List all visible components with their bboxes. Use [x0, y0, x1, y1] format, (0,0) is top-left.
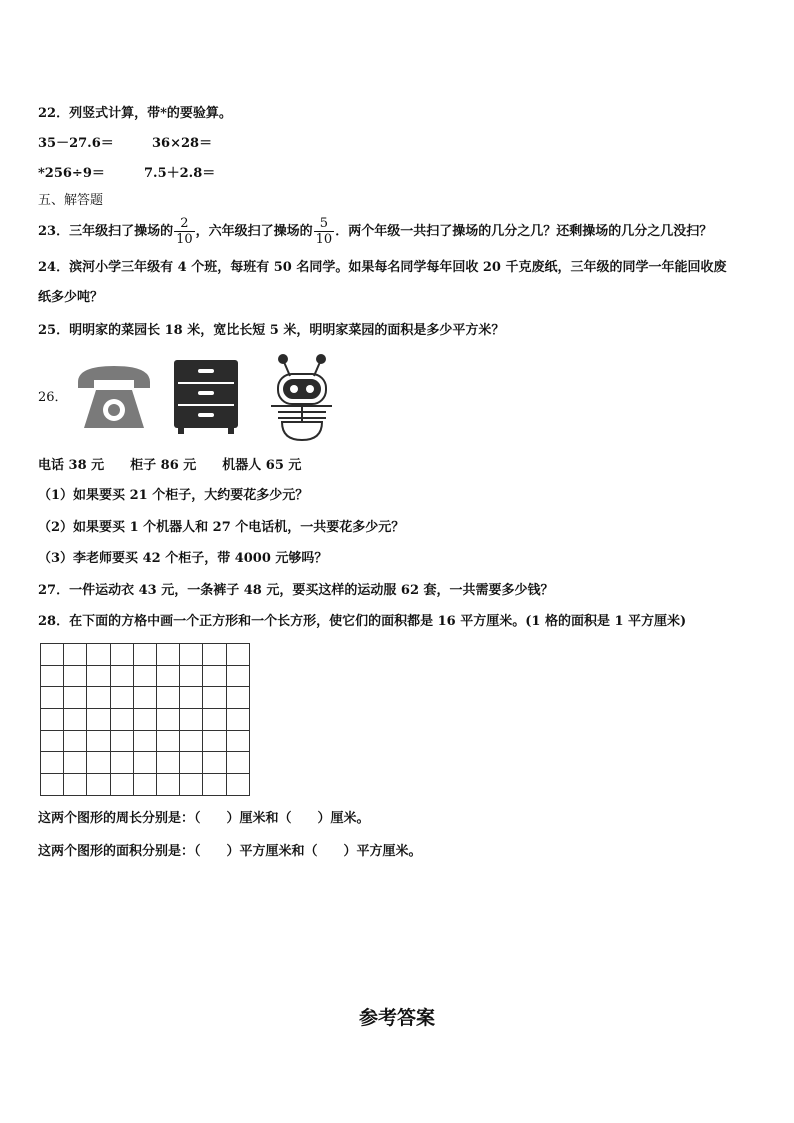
q27: 27．一件运动衣 43 元，一条裤子 48 元，要买这样的运动服 62 套，一共需要多少钱？: [38, 583, 554, 598]
grid-cell[interactable]: [87, 709, 110, 731]
grid-cell[interactable]: [110, 730, 133, 752]
q26-prices: 电话 38 元 柜子 86 元 机器人 65 元: [38, 458, 302, 473]
grid-cell[interactable]: [180, 709, 203, 731]
fraction-1-denominator: 10: [176, 232, 193, 247]
fraction-2-denominator: 10: [315, 232, 333, 247]
grid-cell[interactable]: [226, 730, 249, 752]
grid-cell[interactable]: [156, 730, 179, 752]
grid-cell[interactable]: [110, 752, 133, 774]
q26-sub-2: （2）如果要买 1 个机器人和 27 个电话机，一共要花多少元？: [38, 520, 405, 535]
grid-cell[interactable]: [87, 644, 110, 666]
grid-cell[interactable]: [64, 730, 87, 752]
grid-cell[interactable]: [203, 730, 226, 752]
grid-cell[interactable]: [226, 687, 249, 709]
grid-cell[interactable]: [133, 644, 156, 666]
grid-cell[interactable]: [156, 687, 179, 709]
answer-title: 参考答案: [358, 1007, 435, 1029]
fraction-2-numerator: 5: [314, 216, 335, 232]
section-heading: 五、解答题: [38, 193, 104, 208]
grid-cell[interactable]: [133, 665, 156, 687]
grid-cell[interactable]: [226, 709, 249, 731]
q22-title: 22．列竖式计算，带*的要验算。: [38, 106, 232, 121]
fraction-1: [174, 216, 195, 247]
q26-sub-1: （1）如果要买 21 个柜子，大约要花多少元？: [38, 488, 309, 503]
grid-cell[interactable]: [110, 687, 133, 709]
grid-cell[interactable]: [156, 709, 179, 731]
fraction-2: [314, 216, 335, 247]
grid-row: [41, 730, 250, 752]
grid-cell[interactable]: [226, 644, 249, 666]
q24-line-1: 24．滨河小学三年级有 4 个班，每班有 50 名同学。如果每名同学每年回收 20 千克废纸，三年级的同学一年能回收废: [38, 260, 727, 275]
grid-cell[interactable]: [110, 644, 133, 666]
grid-cell[interactable]: [203, 687, 226, 709]
grid-cell[interactable]: [87, 665, 110, 687]
grid-cell[interactable]: [180, 730, 203, 752]
telephone-icon: [78, 366, 150, 428]
q23-part1: 23．三年级扫了操场的: [38, 224, 174, 239]
q22-expr-4: 7.5＋2.8＝: [144, 166, 216, 181]
grid-row: [41, 687, 250, 709]
grid-cell[interactable]: [226, 665, 249, 687]
grid-cell[interactable]: [203, 752, 226, 774]
grid-cell[interactable]: [156, 644, 179, 666]
q26-number: 26．: [38, 390, 68, 405]
grid-cell[interactable]: [156, 665, 179, 687]
grid-row: [41, 752, 250, 774]
q26-item-icons: [72, 352, 332, 442]
grid-row: [41, 665, 250, 687]
grid-cell[interactable]: [133, 709, 156, 731]
q28-perimeter-line: 这两个图形的周长分别是：（ ）厘米和（ ）厘米。: [38, 811, 370, 826]
grid-cell[interactable]: [203, 665, 226, 687]
grid-cell[interactable]: [133, 774, 156, 796]
grid-cell[interactable]: [41, 774, 64, 796]
grid-cell[interactable]: [87, 752, 110, 774]
grid-cell[interactable]: [41, 665, 64, 687]
grid-cell[interactable]: [180, 687, 203, 709]
grid-cell[interactable]: [203, 709, 226, 731]
grid-row: [41, 774, 250, 796]
grid-cell[interactable]: [41, 687, 64, 709]
grid-cell[interactable]: [133, 730, 156, 752]
drawing-grid[interactable]: [40, 643, 250, 796]
q22-expr-1: 35－27.6＝: [38, 136, 114, 151]
grid-cell[interactable]: [133, 752, 156, 774]
grid-cell[interactable]: [110, 774, 133, 796]
cabinet-icon: [174, 360, 238, 434]
grid-cell[interactable]: [180, 774, 203, 796]
grid-cell[interactable]: [110, 709, 133, 731]
grid-cell[interactable]: [180, 665, 203, 687]
grid-cell[interactable]: [41, 709, 64, 731]
grid-cell[interactable]: [87, 774, 110, 796]
grid-cell[interactable]: [133, 687, 156, 709]
grid-cell[interactable]: [64, 752, 87, 774]
grid-cell[interactable]: [41, 730, 64, 752]
grid-cell[interactable]: [110, 665, 133, 687]
grid-cell[interactable]: [180, 644, 203, 666]
q25: 25．明明家的菜园长 18 米，宽比长短 5 米，明明家菜园的面积是多少平方米？: [38, 323, 505, 338]
grid-cell[interactable]: [180, 752, 203, 774]
q23-part2: ，六年级扫了操场的: [195, 224, 313, 239]
grid-cell[interactable]: [87, 687, 110, 709]
grid-cell[interactable]: [41, 644, 64, 666]
q28-area-line: 这两个图形的面积分别是：（ ）平方厘米和（ ）平方厘米。: [38, 844, 422, 859]
q23-part3: ．两个年级一共扫了操场的几分之几？还剩操场的几分之几没扫？: [335, 224, 713, 239]
grid-cell[interactable]: [226, 752, 249, 774]
grid-cell[interactable]: [156, 752, 179, 774]
robot-icon: [271, 355, 332, 440]
grid-cell[interactable]: [156, 774, 179, 796]
q28-text: 28．在下面的方格中画一个正方形和一个长方形，使它们的面积都是 16 平方厘米。(1 格的面积是 1 平方厘米): [38, 614, 687, 629]
grid-cell[interactable]: [203, 774, 226, 796]
q24-line-2: 纸多少吨？: [38, 290, 104, 305]
grid-cell[interactable]: [64, 687, 87, 709]
grid-cell[interactable]: [64, 709, 87, 731]
grid-cell[interactable]: [64, 774, 87, 796]
q22-expr-2: 36×28＝: [152, 136, 213, 151]
q22-expr-3: *256÷9＝: [38, 166, 105, 181]
grid-cell[interactable]: [41, 752, 64, 774]
grid-cell[interactable]: [87, 730, 110, 752]
q23: [38, 213, 712, 251]
grid-row: [41, 644, 250, 666]
grid-cell[interactable]: [203, 644, 226, 666]
grid-cell[interactable]: [64, 644, 87, 666]
grid-cell[interactable]: [226, 774, 249, 796]
grid-cell[interactable]: [64, 665, 87, 687]
grid-row: [41, 709, 250, 731]
q26-sub-3: （3）李老师要买 42 个柜子，带 4000 元够吗？: [38, 551, 328, 566]
fraction-1-numerator: 2: [174, 216, 195, 232]
